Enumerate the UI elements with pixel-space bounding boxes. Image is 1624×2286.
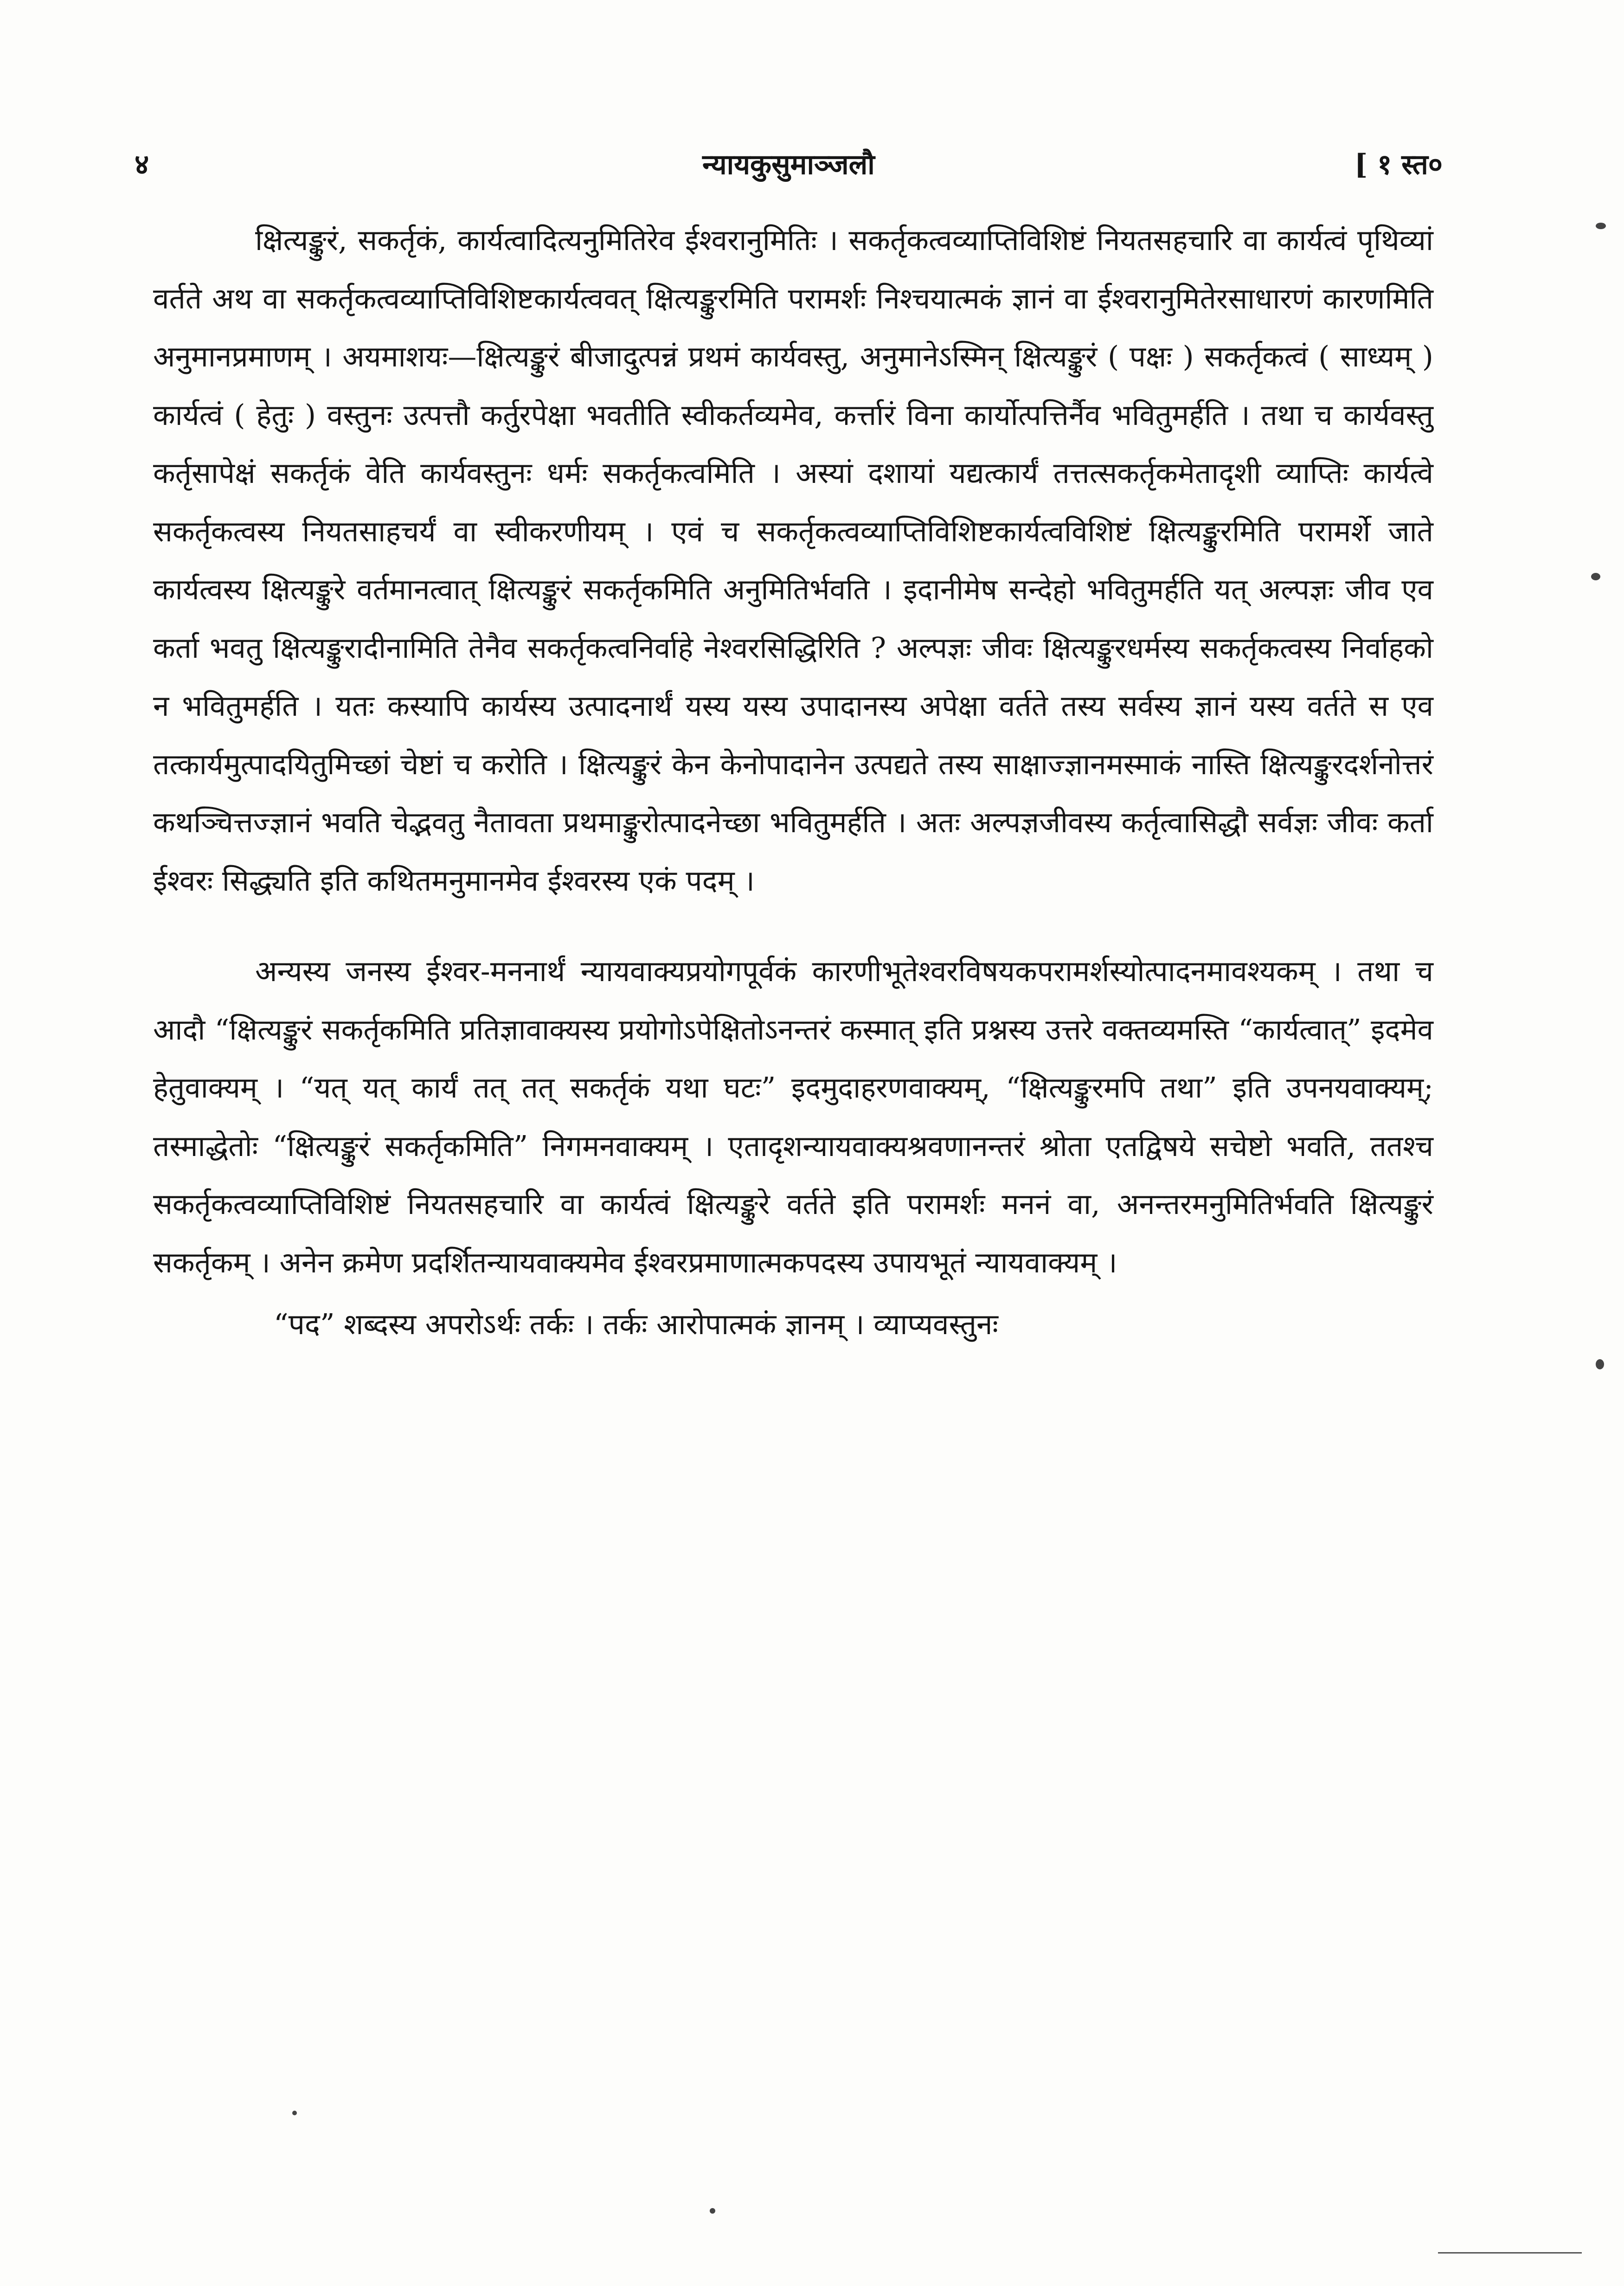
- paragraph-1: क्षित्यङ्कुरं, सकर्तृकं, कार्यत्वादित्यनुमितिरेव ईश्वरानुमितिः । सकर्तृकत्वव्याप्तिविशिष्टं नियतसहचारि वा कार्यत्वं पृथिव्यां वर्तते अथ वा सकर्तृकत्वव्याप्तिविशिष्टकार्यत्ववत् क्षित्यङ्कुरमिति परामर्शः निश्चयात्मकं ज्ञानं वा ईश्वरानुमितेरसाधारणं कारणमिति अनुमानप्रमाणम् । अयमाशयः—क्षित्यङ्कुरं बीजादुत्पन्नं प्रथमं कार्यवस्तु, अनुमानेऽस्मिन् क्षित्यङ्कुरं ( पक्षः ) सकर्तृकत्वं ( साध्यम् ) कार्यत्वं ( हेतुः ) वस्तुनः उत्पत्तौ कर्तुरपेक्षा भवतीति स्वीकर्तव्यमेव, कर्त्तारं विना कार्योत्पत्तिर्नैव भवितुमर्हति । तथा च कार्यवस्तु कर्तृसापेक्षं सकर्तृकं वेति कार्यवस्तुनः धर्मः सकर्तृकत्वमिति । अस्यां दशायां यद्यत्कार्यं तत्तत्सकर्तृकमेतादृशी व्याप्तिः कार्यत्वे सकर्तृकत्वस्य नियतसाहचर्यं वा स्वीकरणीयम् । एवं च सकर्तृकत्वव्याप्तिविशिष्टकार्यत्वविशिष्टं क्षित्यङ्कुरमिति परामर्शे जाते कार्यत्वस्य क्षित्यङ्कुरे वर्तमानत्वात् क्षित्यङ्कुरं सकर्तृकमिति अनुमितिर्भवति । इदानीमेष सन्देहो भवितुमर्हति यत् अल्पज्ञः जीव एव कर्ता भवतु क्षित्यङ्कुरादीनामिति तेनैव सकर्तृकत्वनिर्वाहे नेश्वरसिद्धिरिति ? अल्पज्ञः जीवः क्षित्यङ्कुरधर्मस्य सकर्तृकत्वस्य निर्वाहको न भवितुमर्हति । यतः कस्यापि कार्यस्य उत्पादनार्थं यस्य यस्य उपादानस्य अपेक्षा वर्तते तस्य सर्वस्य ज्ञानं यस्य वर्तते स एव तत्कार्यमुत्पादयितुमिच्छां चेष्टां च करोति । क्षित्यङ्कुरं केन केनोपादानेन उत्पद्यते तस्य साक्षाज्ज्ञानमस्माकं नास्ति क्षित्यङ्कुरदर्शनोत्तरं कथञ्चित्तज्ज्ञानं भवति चेद्भवतु नैतावता प्रथमाङ्कुरोत्पादनेच्छा भवितुमर्हति । अतः अल्पज्ञजीवस्य कर्तृत्वासिद्धौ सर्वज्ञः जीवः कर्ता ईश्वरः सिद्ध्यति इति कथितमनुमानमेव ईश्वरस्य एकं पदम् ।: [153, 223, 1433, 898]
- paragraph-2: अन्यस्य जनस्य ईश्वर-मननार्थं न्यायवाक्यप्रयोगपूर्वकं कारणीभूतेश्वरविषयकपरामर्शस्योत्पादनमावश्यकम् । तथा च आदौ “क्षित्यङ्कुरं सकर्तृकमिति प्रतिज्ञावाक्यस्य प्रयोगोऽपेक्षितोऽनन्तरं कस्मात् इति प्रश्नस्य उत्तरे वक्तव्यमस्ति “कार्यत्वात्” इदमेव हेतुवाक्यम् । “यत् यत् कार्यं तत् तत् सकर्तृकं यथा घटः” इदमुदाहरणवाक्यम्, “क्षित्यङ्कुरमपि तथा” इति उपनयवाक्यम्; तस्माद्धेतोः “क्षित्यङ्कुरं सकर्तृकमिति” निगमनवाक्यम् । एतादृशन्यायवाक्यश्रवणानन्तरं श्रोता एतद्विषये सचेष्टो भवति, ततश्च सकर्तृकत्वव्याप्तिविशिष्टं नियतसहचारि वा कार्यत्वं क्षित्यङ्कुरे वर्तते इति परामर्शः मननं वा, अनन्तरमनुमितिर्भवति क्षित्यङ्कुरं सकर्तृकम् । अनेन क्रमेण प्रदर्शितन्यायवाक्यमेव ईश्वरप्रमाणात्मकपदस्य उपायभूतं न्यायवाक्यम् ।: [153, 954, 1433, 1279]
- ink-speck: [710, 2208, 715, 2214]
- body-text: [153, 211, 1433, 1354]
- page-header: [135, 139, 1443, 190]
- footer-rule: [1438, 2252, 1582, 2254]
- ink-speck: [292, 2111, 297, 2115]
- ink-speck: [1591, 573, 1600, 580]
- running-title: न्यायकुसुमाञ्जलौ: [702, 148, 875, 181]
- ink-speck: [1596, 223, 1606, 229]
- page-number: ४: [135, 148, 149, 181]
- paragraph-3: “पद” शब्दस्य अपरोऽर्थः तर्कः । तर्कः आरोपात्मकं ज्ञानम् । व्याप्यवस्तुनः: [274, 1307, 998, 1341]
- section-mark: [ १ स्त०: [1354, 148, 1443, 181]
- ink-speck: [1596, 1359, 1604, 1369]
